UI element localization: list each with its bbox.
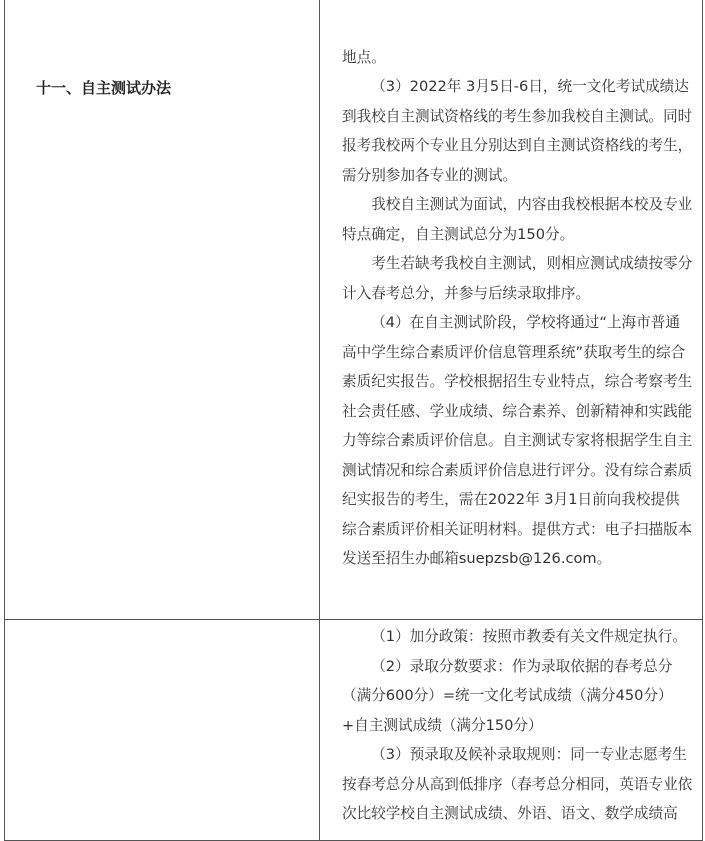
paragraph-item-3: （3）2022年 3月5日-6日，统一文化考试成绩达到我校自主测试资格线的考生参加我校自主测试。同时报考我校两个专业且分别达到自主测试资格线的考生，需分别参加各专业的测试。 [342, 78, 693, 184]
row-label-cell [5, 0, 320, 620]
paragraph-item-4: （4）在自主测试阶段，学校将通过“上海市普通高中学生综合素质评价信息管理系统”获取考生的综合素质纪实报告。学校根据招生专业特点，综合考察考生社会责任感、学业成绩、综合素养、创新精神和实践能力等综合素质评价信息。自主测试专家将根据学生自主测试情况和综合素质评价信息进行评分。没有综合素质纪实报告的考生，需在2022年 3月1日前向我校提供综合素质评价相关证明材料。提供方式：电子扫描版本发送至招生办邮箱suepzsb@126.com。 [342, 314, 693, 567]
section-11-label: 十一、自主测试办法 [36, 79, 172, 97]
table-row-section-12 [5, 620, 703, 841]
paragraph-admission-rule: （3）预录取及候补录取规则：同一专业志愿考生按春考总分从高到低排序（春考总分相同，英语专业依次比较学校自主测试成绩、外语、语文、数学成绩高 [342, 746, 693, 822]
table-row-section-11 [5, 0, 703, 620]
paragraph-interview: 我校自主测试为面试，内容由我校根据本校及专业特点确定，自主测试总分为150分。 [342, 196, 693, 243]
row-label-cell-empty [5, 620, 320, 841]
paragraph-location-cont: 地点。 [342, 48, 386, 66]
admissions-table [4, 0, 703, 841]
content-cell-section-12 [320, 620, 703, 841]
paragraph-score-requirement: （2）录取分数要求：作为录取依据的春考总分（满分600分）=统一文化考试成绩（满分450分）+自主测试成绩（满分150分） [342, 657, 673, 734]
content-cell-section-11 [320, 0, 703, 620]
paragraph-bonus-policy: （1）加分政策：按照市教委有关文件规定执行。 [371, 628, 687, 645]
paragraph-absence: 考生若缺考我校自主测试，则相应测试成绩按零分计入春考总分，并参与后续录取排序。 [342, 255, 693, 302]
